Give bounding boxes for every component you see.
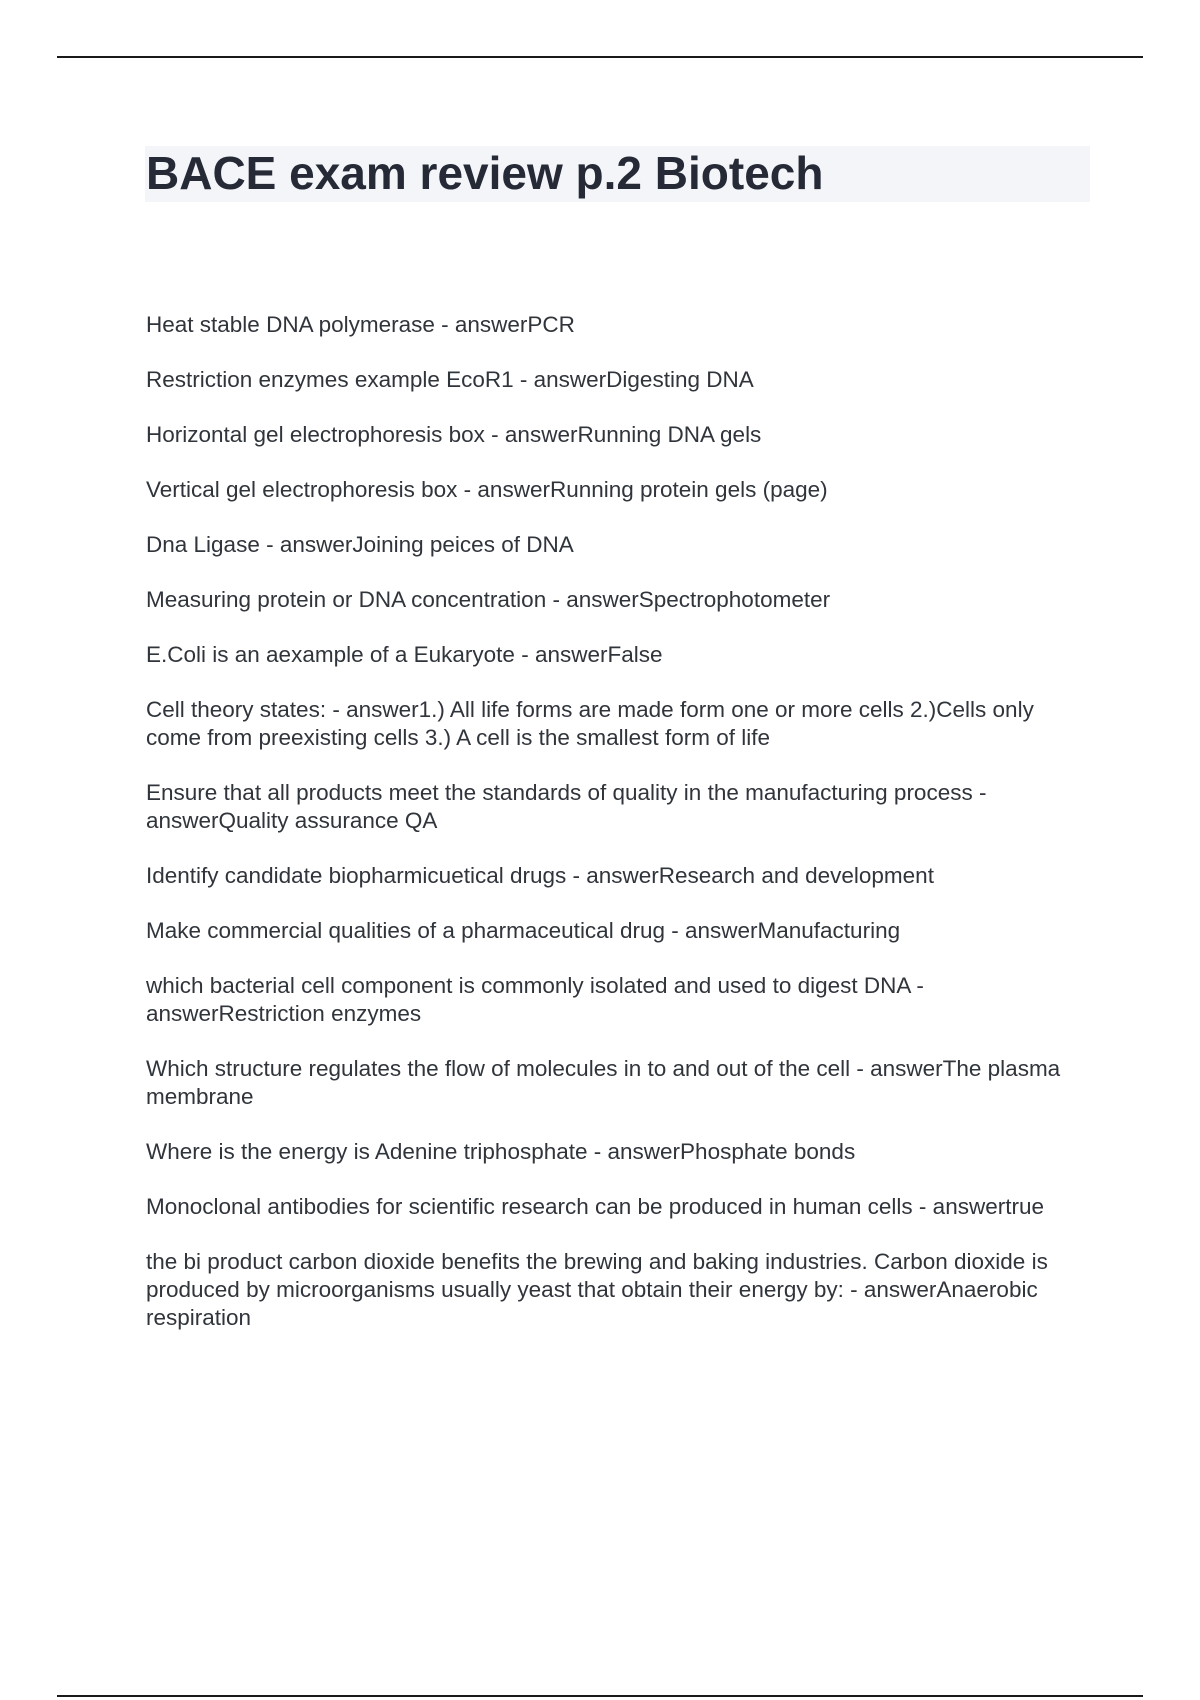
qa-list	[146, 311, 1076, 1359]
qa-item-14: Where is the energy is Adenine triphosphate - answerPhosphate bonds	[146, 1139, 856, 1164]
qa-item-5: Dna Ligase - answerJoining peices of DNA	[146, 532, 574, 557]
qa-item-3: Horizontal gel electrophoresis box - answerRunning DNA gels	[146, 422, 762, 447]
qa-item-9: Ensure that all products meet the standards of quality in the manufacturing process - answerQuality assurance QA	[146, 780, 987, 833]
qa-item-6: Measuring protein or DNA concentration - answerSpectrophotometer	[146, 587, 831, 612]
qa-item-7: E.Coli is an aexample of a Eukaryote - answerFalse	[146, 642, 663, 667]
page-title: BACE exam review p.2 Biotech	[146, 147, 824, 199]
qa-item-1: Heat stable DNA polymerase - answerPCR	[146, 312, 575, 337]
qa-item-16: the bi product carbon dioxide benefits the brewing and baking industries. Carbon dioxide is produced by microorganisms usually yeast that obtain their energy by: - answerAnaerobic respiration	[146, 1249, 1048, 1330]
bottom-rule	[57, 1695, 1143, 1697]
qa-item-12: which bacterial cell component is commonly isolated and used to digest DNA - answerRestriction enzymes	[146, 973, 924, 1026]
qa-item-2: Restriction enzymes example EcoR1 - answerDigesting DNA	[146, 367, 754, 392]
qa-item-13: Which structure regulates the flow of molecules in to and out of the cell - answerThe plasma membrane	[146, 1056, 1061, 1109]
qa-item-10: Identify candidate biopharmicuetical drugs - answerResearch and development	[146, 863, 934, 888]
qa-item-8: Cell theory states: - answer1.) All life forms are made form one or more cells 2.)Cells only come from preexisting cells 3.) A cell is the smallest form of life	[146, 697, 1034, 750]
top-rule	[57, 56, 1143, 58]
qa-item-15: Monoclonal antibodies for scientific research can be produced in human cells - answertrue	[146, 1194, 1044, 1219]
qa-item-4: Vertical gel electrophoresis box - answerRunning protein gels (page)	[146, 477, 828, 502]
qa-item-11: Make commercial qualities of a pharmaceutical drug - answerManufacturing	[146, 918, 901, 943]
